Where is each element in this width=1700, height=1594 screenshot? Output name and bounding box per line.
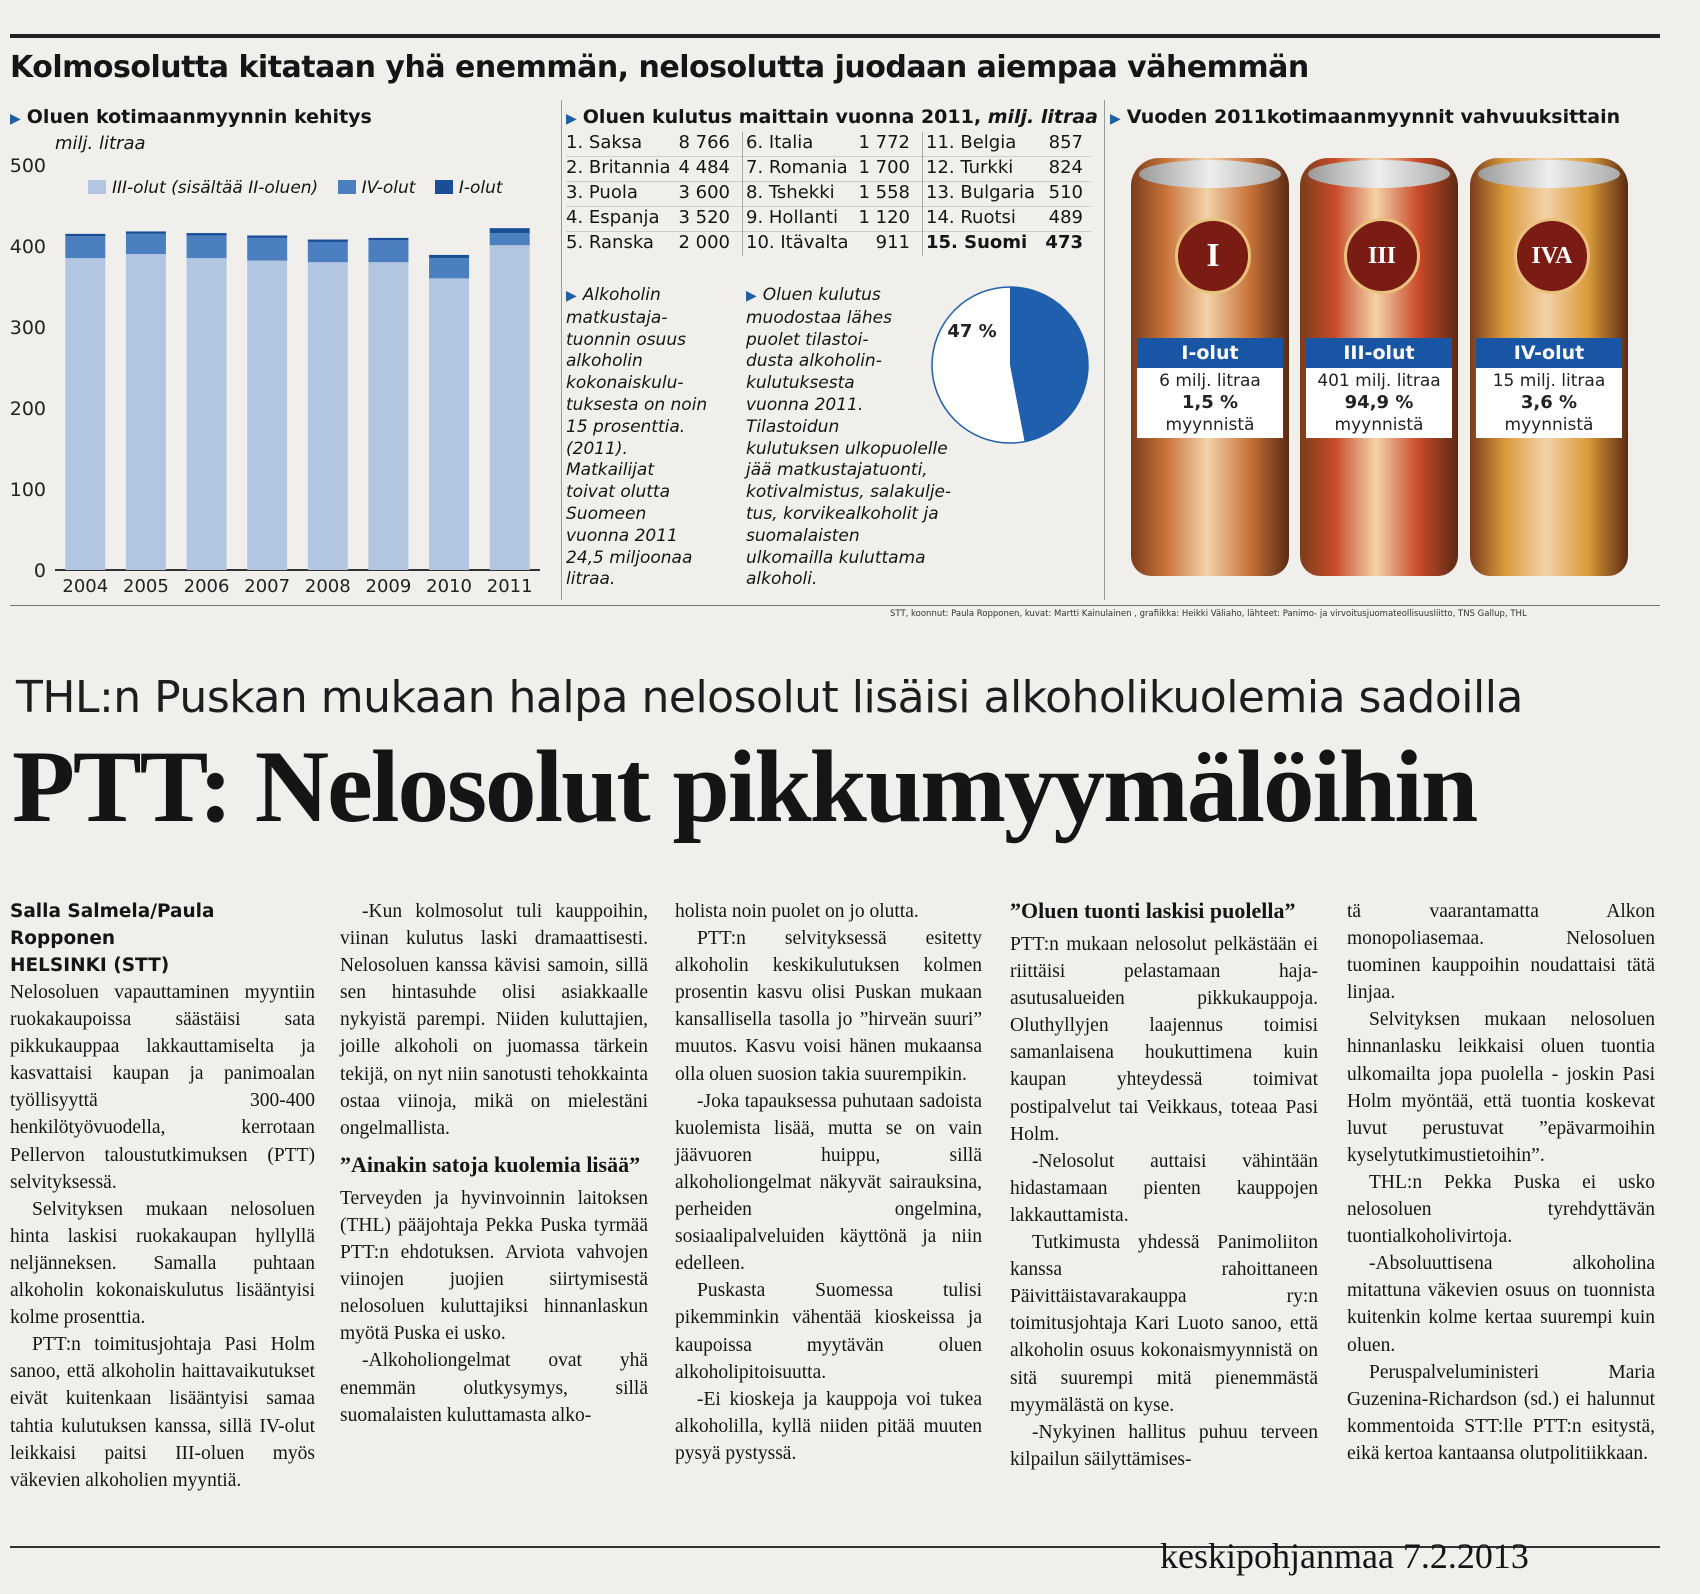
country-name: 12. Turkki bbox=[926, 157, 1014, 178]
bar-segment bbox=[126, 254, 166, 570]
divider-2 bbox=[1104, 100, 1105, 600]
note-line: Suomeen bbox=[566, 503, 647, 524]
can-lid bbox=[1308, 160, 1450, 188]
can-label bbox=[1137, 338, 1283, 438]
paragraph: tä vaarantamatta Alkon monopoliasemaa. Nelosoluen tuominen kauppoihin noudattaisi tätä linjaa. bbox=[1347, 901, 1655, 1004]
country-value: 3 520 bbox=[678, 207, 730, 228]
can-amount: 6 milj. litraa bbox=[1159, 371, 1261, 391]
note-row bbox=[566, 395, 736, 417]
legend-label-iv: IV-olut bbox=[361, 178, 416, 198]
bar-chart bbox=[0, 140, 560, 610]
can-emblem: I bbox=[1175, 218, 1251, 294]
table-title-unit: milj. litraa bbox=[987, 106, 1098, 128]
note-line: muodostaa lähes bbox=[746, 307, 892, 328]
pie-slice bbox=[1010, 287, 1088, 442]
column-4-heading: ”Oluen tuonti laskisi puolella” bbox=[1010, 898, 1296, 923]
can-label bbox=[1476, 338, 1622, 438]
note-line: toivat olutta bbox=[566, 482, 670, 503]
can-amount: 15 milj. litraa bbox=[1492, 371, 1606, 391]
column-3-text bbox=[675, 898, 982, 1467]
country-value: 4 484 bbox=[678, 157, 730, 178]
y-tick-label: 200 bbox=[9, 398, 46, 420]
bar-segment bbox=[126, 234, 166, 254]
note-row bbox=[566, 482, 736, 504]
bar-segment bbox=[429, 278, 469, 570]
note-row bbox=[566, 351, 736, 373]
y-tick-label: 0 bbox=[33, 560, 46, 582]
note-line: suomalaisten bbox=[746, 525, 860, 546]
x-tick-label: 2006 bbox=[183, 576, 230, 597]
bar-segment bbox=[368, 262, 408, 570]
triangle-icon: ▶ bbox=[746, 288, 757, 304]
can-lid bbox=[1478, 160, 1620, 188]
paragraph: PTT:n toimitusjohtaja Pasi Holm sanoo, että alkoholin haittavaikutukset eivät kuitenkaan lisääntyisi samaa tahtia kulutuksen kanssa, sillä IV-olut leikkaisi paitsi III-oluen myös väkevien alkoholien myyntiä. bbox=[10, 1334, 315, 1491]
y-tick-label: 500 bbox=[9, 155, 46, 177]
note-line: Matkailijat bbox=[566, 460, 654, 481]
bar-segment bbox=[490, 245, 530, 570]
bar-segment bbox=[429, 255, 469, 258]
column-1-text bbox=[10, 979, 315, 1494]
note-line: kokonaiskulu- bbox=[566, 373, 684, 394]
paragraph: PTT:n mukaan nelosolut pelkästään ei riittäisi pelastamaan haja-asutusalueiden pikkukauppoja. Oluthyllyjen laajennus toimisi samanlaisena houkuttimena kuin kaupan yhteydessä toimivat postipalvelut tai Veikkaus, toteaa Pasi Holm. bbox=[1010, 934, 1318, 1145]
note-line: tuksesta on noin bbox=[566, 394, 708, 415]
column-2-text-b bbox=[340, 1185, 648, 1429]
paragraph: Puskasta Suomessa tulisi pikemminkin vähentää kioskeissa ja kaupoissa myytävän oluen alkoholipitoisuutta. bbox=[675, 1280, 982, 1383]
article-column-4 bbox=[1010, 898, 1318, 1473]
note-line: kotivalmistus, salakulje- bbox=[746, 482, 952, 503]
triangle-icon: ▶ bbox=[1110, 111, 1121, 127]
country-value: 3 600 bbox=[678, 182, 730, 203]
column-4-text bbox=[1010, 931, 1318, 1473]
note-alkoholin bbox=[566, 285, 736, 591]
y-tick-label: 400 bbox=[9, 236, 46, 258]
can-lid bbox=[1139, 160, 1281, 188]
note-row bbox=[566, 460, 736, 482]
note-line: 24,5 miljoonaa bbox=[566, 547, 693, 568]
paragraph: -Alkoholiongelmat ovat yhä enemmän olutkysymys, sillä suomalaisten kuluttamasta alko- bbox=[340, 1350, 648, 1426]
bar-segment bbox=[247, 238, 287, 261]
bar-segment bbox=[490, 228, 530, 233]
note-line: alkoholin bbox=[566, 351, 643, 372]
paragraph: Selvityksen mukaan nelosoluen hinta laskisi ruokakaupan hyllyllä neljänneksen. Samalla puhtaan alkoholin kokonaiskulutus lisääntyisi kolme prosenttia. bbox=[10, 1198, 315, 1329]
paragraph: Selvityksen mukaan nelosoluen hinnanlasku leikkaisi oluen tuontia ulkomailta jopa puolella - joskin Pasi Holm myöntää, että tuontia koskevat luvut perustuvat ”epävarmoihin kyselytutkimustietoihin”. bbox=[1347, 1009, 1655, 1166]
x-tick-label: 2011 bbox=[486, 576, 533, 597]
country-name: 2. Britannia bbox=[566, 157, 671, 178]
x-tick-label: 2004 bbox=[62, 576, 109, 597]
triangle-icon: ▶ bbox=[10, 111, 21, 127]
legend-label-i: I-olut bbox=[458, 178, 503, 198]
triangle-icon: ▶ bbox=[566, 288, 577, 304]
country-name: 10. Itävalta bbox=[746, 232, 849, 253]
can-percent: 3,6 % bbox=[1520, 392, 1578, 413]
can-label bbox=[1306, 338, 1452, 438]
top-rule bbox=[10, 34, 1660, 38]
graphic-headline: Kolmosolutta kitataan yhä enemmän, nelosolutta juodaan aiempaa vähemmän bbox=[10, 50, 1309, 85]
can-label-box bbox=[1476, 368, 1622, 438]
note-line: tus, korvikealkoholit ja bbox=[746, 503, 939, 524]
paragraph: -Kun kolmosolut tuli kauppoihin, viinan kulutus laski dramaattisesti. Nelosoluen kanssa kävisi samoin, sillä sen hintasuhde olisi asiakkaalle nykyistä parempi. Niiden kuluttajien, joille alkoholi on juomassa tärkein tekijä, on nyt niin sanotusti tehokkainta ostaa viinoja, mikä on mielestäni ongelmallista. bbox=[340, 901, 648, 1139]
chart-unit-label: milj. litraa bbox=[55, 133, 146, 154]
note-line: alkoholi. bbox=[746, 569, 818, 590]
x-tick-label: 2005 bbox=[123, 576, 169, 597]
country-name: 13. Bulgaria bbox=[926, 182, 1035, 203]
country-value: 1 558 bbox=[858, 182, 910, 203]
cans-title bbox=[1110, 106, 1620, 128]
country-value: 1 120 bbox=[858, 207, 910, 228]
note-line: kulutuksen ulkopuolelle bbox=[746, 438, 948, 459]
country-name: 11. Belgia bbox=[926, 132, 1017, 153]
note-row bbox=[566, 569, 736, 591]
source-signature: keskipohjanmaa 7.2.2013 bbox=[1160, 1536, 1529, 1576]
note-row bbox=[746, 482, 966, 504]
table-title bbox=[566, 106, 1098, 128]
can-label-title: I-olut bbox=[1137, 338, 1283, 368]
country-value: 2 000 bbox=[678, 232, 730, 253]
note-row bbox=[566, 504, 736, 526]
bar-segment bbox=[187, 235, 227, 258]
note-line: vuonna 2011. bbox=[746, 394, 864, 415]
bar-segment bbox=[308, 240, 348, 242]
table-title-text: Oluen kulutus maittain vuonna 2011, bbox=[582, 106, 988, 128]
x-tick-label: 2007 bbox=[244, 576, 291, 597]
chart-title bbox=[10, 106, 372, 128]
cans-title-text: Vuoden 2011kotimaanmyynnit vahvuuksittain bbox=[1126, 106, 1621, 128]
can-label-title: III-olut bbox=[1306, 338, 1452, 368]
note-line: (2011). bbox=[566, 438, 628, 459]
note-line: 15 prosenttia. bbox=[566, 416, 686, 437]
country-name: 4. Espanja bbox=[566, 207, 660, 228]
pie-chart bbox=[925, 280, 1095, 450]
country-name: 9. Hollanti bbox=[746, 207, 838, 228]
country-value: 1 772 bbox=[858, 132, 910, 153]
note-line: dusta alkoholin- bbox=[746, 351, 882, 372]
bar-segment bbox=[65, 258, 105, 570]
article-headline: PTT: Nelosolut pikkumyymälöihin bbox=[12, 730, 1477, 844]
note-row bbox=[746, 460, 966, 482]
article-column-1 bbox=[10, 898, 315, 1494]
country-value: 857 bbox=[1048, 132, 1083, 153]
note-row bbox=[746, 526, 966, 548]
note-row bbox=[746, 504, 966, 526]
article-subheadline: THL:n Puskan mukaan halpa nelosolut lisäisi alkoholikuolemia sadoilla bbox=[16, 672, 1523, 723]
bar-segment bbox=[247, 235, 287, 237]
can-label-box bbox=[1306, 368, 1452, 438]
table-column-divider bbox=[742, 132, 743, 256]
country-name: 7. Romania bbox=[746, 157, 848, 178]
article-column-5 bbox=[1347, 898, 1655, 1467]
bar-segment bbox=[187, 258, 227, 570]
note-line: jää matkustajatuonti, bbox=[746, 460, 928, 481]
country-name: 6. Italia bbox=[746, 132, 814, 153]
note-row bbox=[566, 548, 736, 570]
paragraph: PTT:n selvityksessä esitetty alkoholin keskikulutuksen kolmen prosentin kasvu olisi Puskan mukaan kansallisella tasolla jo ”hirveän suuri” muutos. Kasvu voisi hänen mukaansa olla oluen suosion takia suurempikin. bbox=[675, 928, 982, 1085]
note-line: Oluen kulutus bbox=[762, 285, 881, 305]
can-caption: myynnistä bbox=[1334, 415, 1424, 435]
note-line: matkustaja- bbox=[566, 307, 668, 328]
table-column-divider bbox=[922, 132, 923, 256]
paragraph: Terveyden ja hyvinvoinnin laitoksen (THL) pääjohtaja Pekka Puska tyrmää PTT:n ehdotuksen. Arviota vahvojen viinojen juojien siirtymisestä nelosoluen kuluttajiksi hinnanlaskun myötä Puska ei usko. bbox=[340, 1187, 648, 1345]
y-tick-label: 300 bbox=[9, 317, 46, 339]
note-line: kulutuksesta bbox=[746, 373, 855, 394]
bar-segment bbox=[368, 238, 408, 240]
article-column-2 bbox=[340, 898, 648, 1429]
bar-segment bbox=[490, 233, 530, 245]
note-row bbox=[566, 308, 736, 330]
bar-segment bbox=[308, 262, 348, 570]
legend-label-iii: III-olut (sisältää II-oluen) bbox=[112, 178, 319, 198]
country-value: 510 bbox=[1048, 182, 1083, 203]
can-emblem: IVA bbox=[1514, 218, 1590, 294]
bar-segment bbox=[308, 242, 348, 262]
note-line: Alkoholin bbox=[582, 285, 661, 305]
can-emblem: III bbox=[1344, 218, 1420, 294]
byline: Salla Salmela/Paula Ropponen bbox=[10, 901, 215, 949]
can-caption: myynnistä bbox=[1504, 415, 1594, 435]
country-name: 8. Tshekki bbox=[746, 182, 835, 203]
country-value: 911 bbox=[875, 232, 910, 253]
article-column-3 bbox=[675, 898, 982, 1467]
y-tick-label: 100 bbox=[9, 479, 46, 501]
paragraph: holista noin puolet on jo olutta. bbox=[675, 901, 919, 922]
bar-segment bbox=[126, 231, 166, 233]
note-row bbox=[746, 569, 966, 591]
note-line: Tilastoidun bbox=[746, 416, 840, 437]
paragraph: -Nelosolut auttaisi vähintään hidastamaan pienten kauppojen lakkauttamista. bbox=[1010, 1150, 1318, 1226]
country-name: 3. Puola bbox=[566, 182, 638, 203]
country-value: 8 766 bbox=[678, 132, 730, 153]
paragraph: Peruspalveluministeri Maria Guzenina-Richardson (sd.) ei halunnut kommentoida STT:lle PTT:n esitystä, eikä kertoa kantaansa olutpolitiikkaan. bbox=[1347, 1361, 1655, 1464]
country-value: 489 bbox=[1048, 207, 1083, 228]
bar-segment bbox=[429, 258, 469, 278]
paragraph: -Absoluuttisena alkoholina mitattuna väkevien osuus on tuonnista kuitenkin kolme kertaa suurempi kuin oluen. bbox=[1347, 1253, 1655, 1356]
note-row bbox=[566, 526, 736, 548]
paragraph: Tutkimusta yhdessä Panimoliiton kanssa rahoittaneen Päivittäistavarakauppa ry:n toimitusjohtaja Kari Luoto sanoo, että alkoholin osuus kokonaismyynnistä on sitä suurempi mitä pienemmästä myymälästä on kyse. bbox=[1010, 1232, 1318, 1416]
graphic-bottom-rule bbox=[10, 605, 1660, 606]
paragraph: Nelosoluen vapauttaminen myyntiin ruokakaupoissa säästäisi sata pikkukauppaa lakkauttamiselta ja kasvattaisi kaupan ja panimoalan työllisyyttä 300-400 henkilötyövuodella, kerrotaan Pellervon taloustutkimuksen (PTT) selvityksessä. bbox=[10, 982, 315, 1193]
note-row bbox=[566, 285, 736, 308]
note-row bbox=[566, 330, 736, 352]
note-row bbox=[566, 373, 736, 395]
x-tick-label: 2010 bbox=[426, 576, 472, 597]
x-tick-label: 2008 bbox=[304, 576, 351, 597]
dateline: HELSINKI (STT) bbox=[10, 955, 170, 976]
column-2-heading: ”Ainakin satoja kuolemia lisää” bbox=[340, 1151, 641, 1177]
note-line: ulkomailla kuluttama bbox=[746, 547, 926, 568]
note-line: litraa. bbox=[566, 569, 616, 590]
country-value: 473 bbox=[1045, 232, 1083, 253]
paragraph: -Joka tapauksessa puhutaan sadoista kuolemista lisää, mutta se on vain jäävuoren huippu, sillä alkoholiongelmat näkyvät sairauksina, perheiden ongelmina, sosiaalipalveluiden käyttönä ja niin edelleen. bbox=[675, 1090, 982, 1275]
note-row bbox=[566, 439, 736, 461]
paragraph: -Nykyinen hallitus puhuu terveen kilpailun säilyttämises- bbox=[1010, 1421, 1318, 1470]
column-5-text bbox=[1347, 898, 1655, 1467]
note-line: tuonnin osuus bbox=[566, 329, 686, 350]
country-value: 1 700 bbox=[858, 157, 910, 178]
bar-segment bbox=[247, 261, 287, 570]
bar-segment bbox=[187, 233, 227, 235]
bar-segment bbox=[65, 234, 105, 236]
note-line: puolet tilastoi- bbox=[746, 329, 869, 350]
country-name: 1. Saksa bbox=[566, 132, 643, 153]
graphic-credit: STT, koonnut: Paula Ropponen, kuvat: Martti Kainulainen , grafiikka: Heikki Väliaho, lähteet: Panimo- ja virvoitusjuomateollisuusliitto, TNS Gallup, THL bbox=[890, 609, 1527, 619]
can-caption: myynnistä bbox=[1165, 415, 1255, 435]
can-label-box bbox=[1137, 368, 1283, 438]
bar-segment bbox=[65, 236, 105, 258]
can-label-title: IV-olut bbox=[1476, 338, 1622, 368]
country-name: 14. Ruotsi bbox=[926, 207, 1016, 228]
paragraph: THL:n Pekka Puska ei usko nelosoluen tyrehdyttävän tuontialkoholivirtoja. bbox=[1347, 1171, 1655, 1248]
bar-segment bbox=[368, 240, 408, 262]
can-amount: 401 milj. litraa bbox=[1317, 371, 1441, 391]
country-value: 824 bbox=[1048, 157, 1083, 178]
country-name: 15. Suomi bbox=[926, 232, 1028, 253]
can-percent: 94,9 % bbox=[1344, 392, 1414, 413]
triangle-icon: ▶ bbox=[566, 111, 577, 127]
note-row bbox=[746, 548, 966, 570]
chart-title-text: Oluen kotimaanmyynnin kehitys bbox=[26, 106, 372, 128]
note-row bbox=[566, 417, 736, 439]
pie-label: 47 % bbox=[947, 321, 997, 342]
column-2-text-a bbox=[340, 898, 648, 1142]
divider-1 bbox=[561, 100, 562, 600]
x-tick-label: 2009 bbox=[365, 576, 412, 597]
note-line: vuonna 2011 bbox=[566, 525, 678, 546]
can-percent: 1,5 % bbox=[1181, 392, 1239, 413]
paragraph: -Ei kioskeja ja kauppoja voi tukea alkoholilla, kyllä niiden pitää muuten pysyä pystyssä. bbox=[675, 1388, 982, 1464]
country-name: 5. Ranska bbox=[566, 232, 654, 253]
